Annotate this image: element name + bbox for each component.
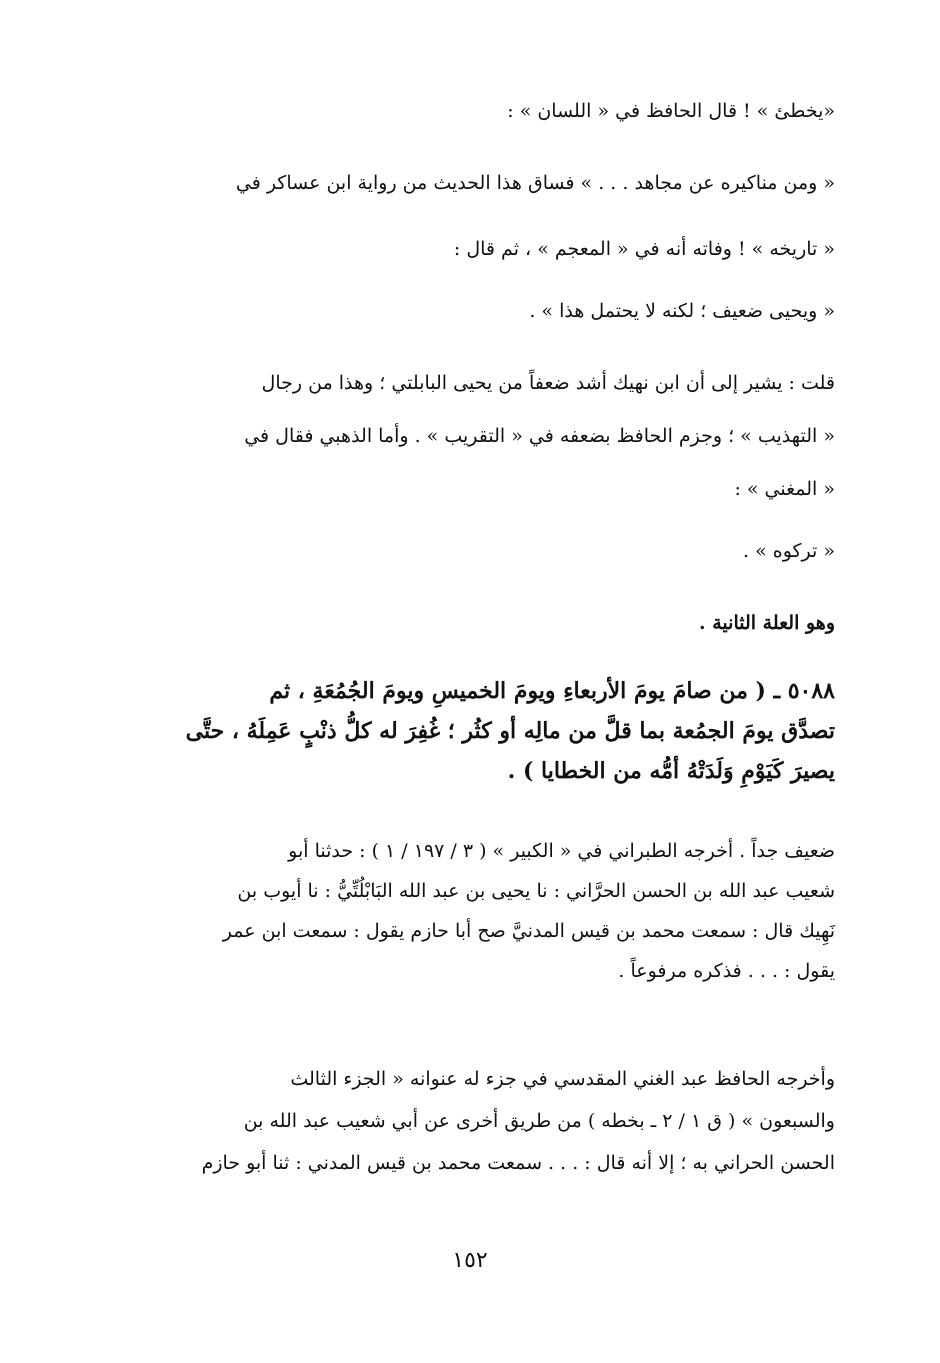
paragraph-manakir	[90, 168, 835, 264]
paragraph-quote-yahya	[90, 296, 835, 326]
text-line: يقول : . . . فذكره مرفوعاً .	[618, 960, 835, 982]
paragraph-takhrij-maqdisi	[90, 1064, 835, 1178]
hadith-line: يصيرَ كَيَوْمِ وَلَدَتْهُ أمُّه من الخطايا ) .	[507, 758, 835, 784]
text-line: قلت : يشير إلى أن ابن نهيك أشد ضعفاً من يحيى البابلتي ؛ وهذا من رجال	[261, 372, 835, 394]
paragraph-illa	[90, 608, 835, 638]
paragraph-takhrij	[90, 836, 835, 986]
text-line: « تاريخه » ! وفاته أنه في « المعجم » ، ثم قال :	[453, 238, 835, 260]
paragraph-lisan	[90, 96, 835, 126]
text-line: شعيب عبد الله بن الحسن الحرَّاني : نا يحيى بن عبد الله البَابْلُتِّيُّ : نا أيوب بن	[237, 880, 835, 902]
text-line: الحسن الحراني به ؛ إلا أنه قال : . . . سمعت محمد بن قيس المدني : ثنا أبو حازم	[201, 1152, 835, 1174]
page-number: ١٥٢	[452, 1248, 488, 1273]
text-line: والسبعون » ( ق ١ / ٢ ـ بخطه ) من طريق أخرى عن أبي شعيب عبد الله بن	[243, 1110, 835, 1132]
text-line: وأخرجه الحافظ عبد الغني المقدسي في جزء له عنوانه « الجزء الثالث	[290, 1068, 835, 1090]
text-line: وهو العلة الثانية .	[699, 612, 835, 634]
text-line: « ويحيى ضعيف ؛ لكنه لا يحتمل هذا » .	[529, 300, 835, 322]
hadith-line: ٥٠٨٨ ـ ( من صامَ يومَ الأربعاءِ ويومَ الخميسِ ويومَ الجُمُعَةِ ، ثم	[269, 678, 835, 704]
hadith-text	[90, 674, 835, 788]
paragraph-tarakuhu	[90, 536, 835, 566]
text-line: « تركوه » .	[743, 540, 835, 562]
hadith-line: تصدَّق يومَ الجمُعة بما قلَّ من مالِه أو كثُر ؛ غُفِرَ له كلُّ ذنْبٍ عَمِلَهُ ، حتَّى	[185, 718, 835, 744]
text-line: « ومن مناكيره عن مجاهد . . . » فساق هذا الحديث من رواية ابن عساكر في	[235, 172, 835, 194]
text-line: « المغني » :	[734, 478, 835, 500]
text-line: نَهِيك قال : سمعت محمد بن قيس المدنيَّ صح أبا حازم يقول : سمعت ابن عمر	[222, 920, 835, 942]
text-line: «يخطئ » ! قال الحافظ في « اللسان » :	[507, 100, 835, 122]
text-line: « التهذيب » ؛ وجزم الحافظ بضعفه في « التقريب » . وأما الذهبي فقال في	[244, 425, 835, 447]
text-line: ضعيف جداً . أخرجه الطبراني في « الكبير » ( ٣ / ١٩٧ / ١ ) : حدثنا أبو	[288, 840, 835, 862]
paragraph-qultu	[90, 368, 835, 504]
